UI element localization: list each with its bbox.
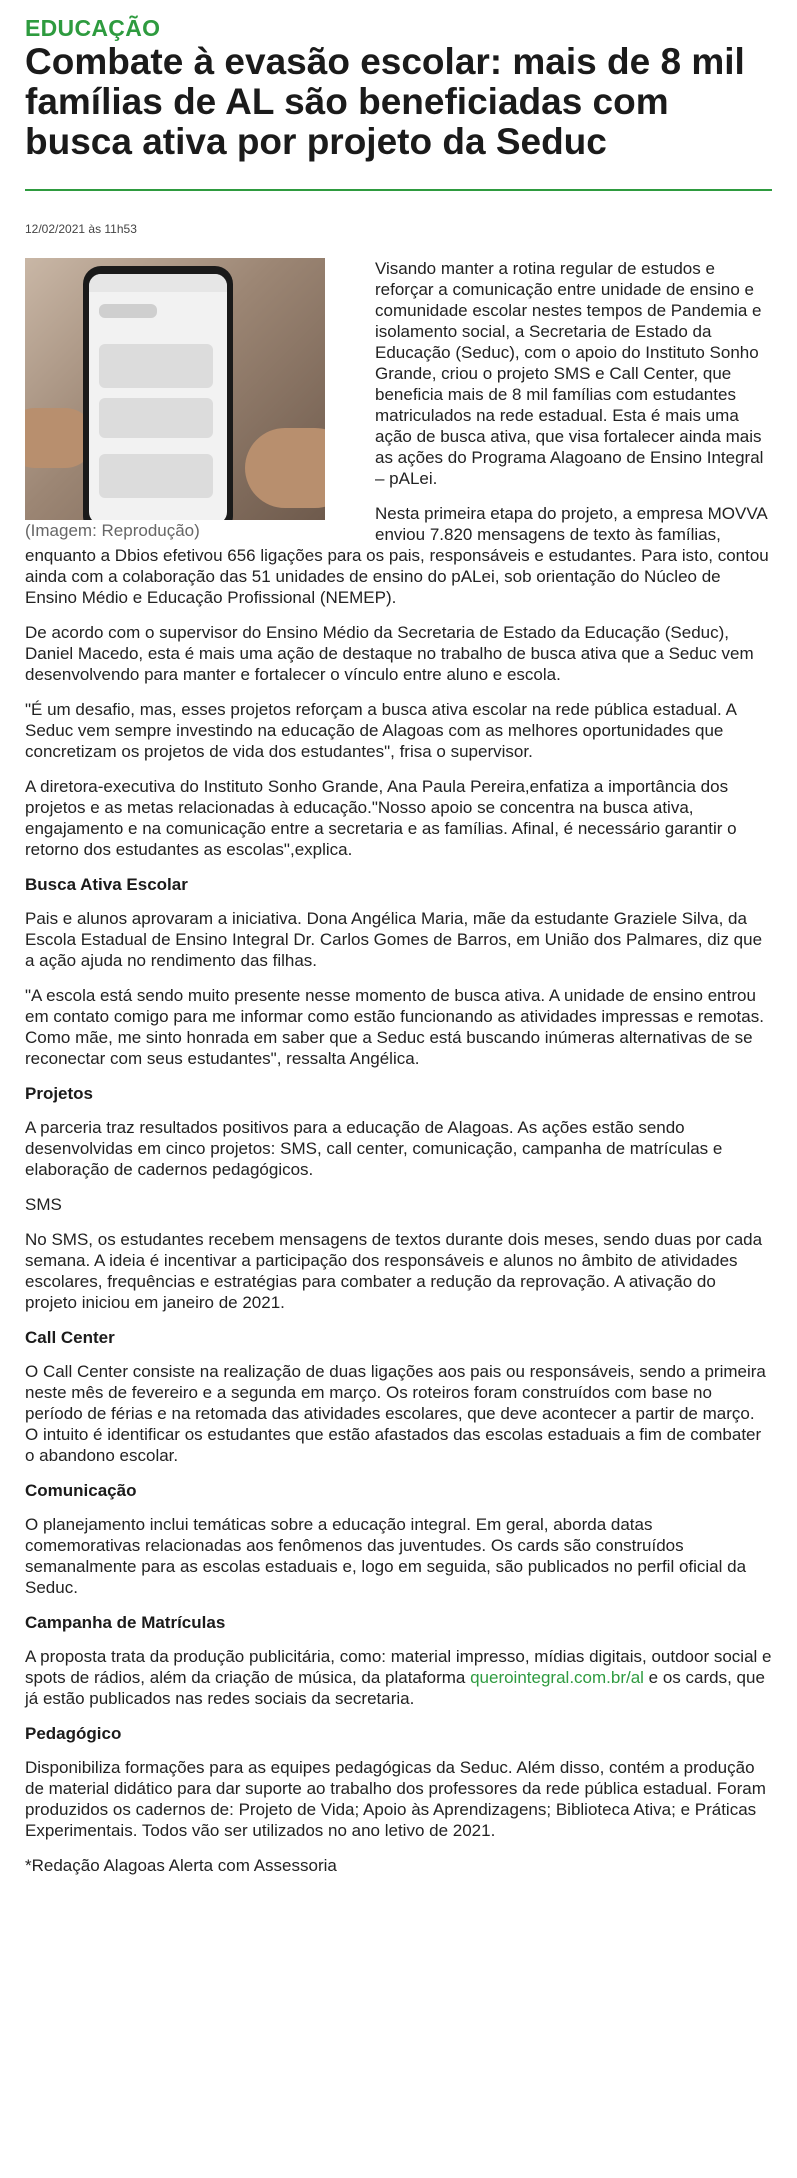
section-label[interactable]: EDUCAÇÃO <box>25 15 161 41</box>
article-body <box>25 258 772 1876</box>
quote-paragraph: "A escola está sendo muito presente nesse momento de busca ativa. A unidade de ensino entrou em contato comigo para me informar como estão funcionando as atividades impressas e remotas. Como mãe, me sinto honrada em saber que a Seduc está buscando inúmeras alternativas de se reconectar com seus estudantes", ressalta Angélica. <box>25 986 764 1068</box>
paragraph-text: e os cards, que já estão publicados nas redes sociais da secretaria. <box>25 1668 765 1708</box>
publish-date: 12/02/2021 às 11h53 <box>25 222 137 236</box>
subheading-call-center: Call Center <box>25 1328 115 1347</box>
paragraph: De acordo com o supervisor do Ensino Médio da Secretaria de Estado da Educação (Seduc), Daniel Macedo, esta é mais uma ação de destaque no trabalho de busca ativa que a Seduc vem desenvolvendo para manter e fortalecer o vínculo entre aluno e escola. <box>25 623 754 684</box>
quote-paragraph: "É um desafio, mas, esses projetos reforçam a busca ativa escolar na rede pública estadual. A Seduc vem sempre investindo na educação de Alagoas com as melhores oportunidades que concretizam os projetos de vida dos estudantes", frisa o supervisor. <box>25 700 736 761</box>
subheading-pedagogico: Pedagógico <box>25 1724 122 1743</box>
paragraph: Visando manter a rotina regular de estudos e reforçar a comunicação entre unidade de ensino e comunidade escolar nestes tempos de Pandemia e isolamento social, a Secretaria de Estado da Educação (Seduc), com o apoio do Instituto Sonho Grande, criou o projeto SMS e Call Center, que beneficia mais de 8 mil famílias com estudantes matriculados na rede estadual. Esta é mais uma ação de busca ativa, que visa fortalecer ainda mais as ações do Programa Alagoano de Ensino Integral – pALei. <box>375 259 764 488</box>
paragraph: Pais e alunos aprovaram a iniciativa. Dona Angélica Maria, mãe da estudante Graziele Silva, da Escola Estadual de Ensino Integral Dr. Carlos Gomes de Barros, em União dos Palmares, diz que a ação ajuda no rendimento das filhas. <box>25 909 763 970</box>
subheading-busca-ativa: Busca Ativa Escolar <box>25 875 188 894</box>
article-figure <box>25 258 350 541</box>
sms-label: SMS <box>25 1195 62 1214</box>
paragraph: Disponibiliza formações para as equipes pedagógicas da Seduc. Além disso, contém a produção de material didático para dar suporte ao trabalho dos professores da rede pública estadual. Foram produzidos os cadernos de: Projeto de Vida; Apoio às Aprendizagens; Biblioteca Ativa; e Práticas Experimentais. Todos vão ser utilizados no ano letivo de 2021. <box>25 1758 766 1840</box>
footer-note: *Redação Alagoas Alerta com Assessoria <box>25 1856 337 1875</box>
paragraph: A diretora-executiva do Instituto Sonho Grande, Ana Paula Pereira,enfatiza a importância dos projetos e as metas relacionadas à educação."Nosso apoio se concentra na busca ativa, engajamento e na comunicação entre a secretaria e as famílias. Afinal, é necessário garantir o retorno dos estudantes as escolas",explica. <box>25 777 737 859</box>
paragraph: No SMS, os estudantes recebem mensagens de textos durante dois meses, sendo duas por cada semana. A ideia é incentivar a participação dos responsáveis e alunos no âmbito de atividades escolares, frequências e estratégias para combater a redução da reprovação. A ativação do projeto iniciou em janeiro de 2021. <box>25 1230 763 1312</box>
paragraph: O Call Center consiste na realização de duas ligações aos pais ou responsáveis, sendo a primeira neste mês de fevereiro e a segunda em março. Os roteiros foram construídos com base no período de férias e na retomada das atividades escolares, que deve acontecer a partir de março. O intuito é identificar os estudantes que estão afastados das escolas estaduais a fim de combater o abandono escolar. <box>25 1362 766 1465</box>
image-caption: (Imagem: Reprodução) <box>25 521 200 540</box>
subheading-campanha: Campanha de Matrículas <box>25 1613 226 1632</box>
divider <box>25 189 772 191</box>
paragraph: O planejamento inclui temáticas sobre a educação integral. Em geral, aborda datas comemorativas relacionadas aos fenômenos das juventudes. Os cards são construídos semanalmente para as escolas estaduais e, logo em seguida, são publicados no perfil oficial da Seduc. <box>25 1515 747 1597</box>
querointegral-link[interactable]: querointegral.com.br/al <box>470 1668 644 1687</box>
paragraph <box>25 1646 772 1709</box>
paragraph: A parceria traz resultados positivos para a educação de Alagoas. As ações estão sendo desenvolvidas em cinco projetos: SMS, call center, comunicação, campanha de matrículas e elaboração de cadernos pedagógicos. <box>25 1118 723 1179</box>
headline: Combate à evasão escolar: mais de 8 mil famílias de AL são beneficiadas com busca ativa por projeto da Seduc <box>25 41 745 162</box>
paragraph-text: A proposta trata da produção publicitária, como: material impresso, mídias digitais, outdoor social e spots de rádios, além da criação de música, da plataforma <box>25 1647 772 1687</box>
phone-photo-icon[interactable] <box>25 258 325 520</box>
subheading-comunicacao: Comunicação <box>25 1481 137 1500</box>
paragraph: Nesta primeira etapa do projeto, a empresa MOVVA enviou 7.820 mensagens de texto às famílias, enquanto a Dbios efetivou 656 ligações para os pais, responsáveis e estudantes. Para isto, contou ainda com a colaboração das 51 unidades de ensino do pALei, sob orientação do Núcleo de Ensino Médio e Educação Profissional (NEMEP). <box>25 504 769 607</box>
subheading-projetos: Projetos <box>25 1084 94 1103</box>
